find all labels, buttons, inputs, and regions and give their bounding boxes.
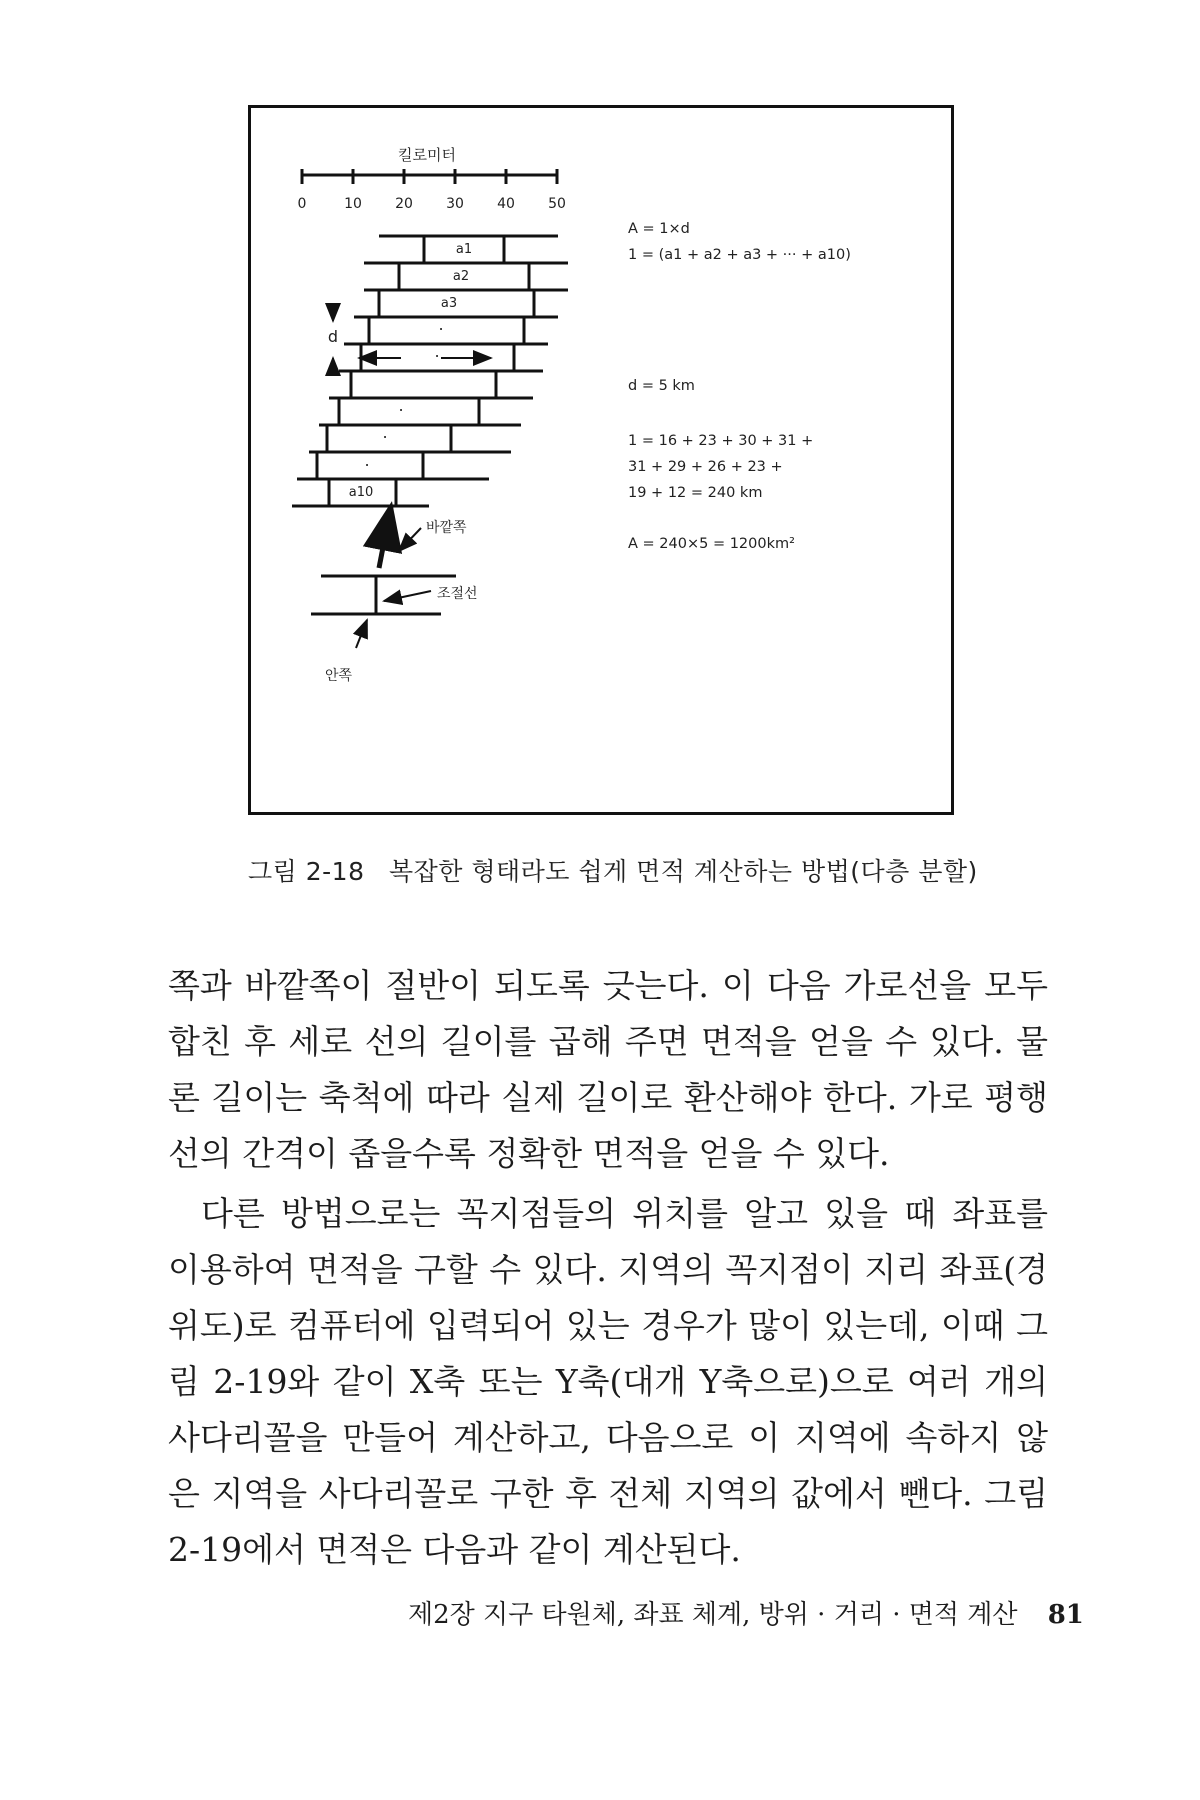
length-formula: 1 = (a1 + a2 + a3 + ··· + a10) xyxy=(628,247,851,263)
outward-pointer-icon xyxy=(399,528,421,551)
scale-tick-label: 40 xyxy=(497,196,515,212)
scale-tick-label: 0 xyxy=(297,196,307,212)
control-line-label: 조절선 xyxy=(437,586,478,602)
d-value: d = 5 km xyxy=(628,378,695,394)
strip-label-a10: a10 xyxy=(348,485,374,500)
strip-dot: . xyxy=(398,396,404,415)
caption-text: 복잡한 형태라도 쉽게 면적 계산하는 방법(다층 분할) xyxy=(388,857,978,886)
sum-line-2: 31 + 29 + 26 + 23 + xyxy=(628,459,783,475)
paragraph: 다른 방법으로는 꼭지점들의 위치를 알고 있을 때 좌표를 이용하여 면적을 구할 수 있다. 지역의 꼭지점이 지리 좌표(경위도)로 컴퓨터에 입력되어 있는 경우가 많이 있는데, 이때 그림 2-19와 같이 X축 또는 Y축(대개 Y축으로)으로 여러 개의 사다리꼴을 만들어 계산하고, 다음으로 이 지역에 속하지 않은 지역을 사다리꼴로 구한 후 전체 지역의 값에서 뺀다. 그림 2-19에서 면적은 다음과 같이 계산된다. xyxy=(168,1194,1048,1569)
strip-dot: . xyxy=(434,342,440,361)
figure-2-18 xyxy=(248,105,954,815)
chapter-title: 제2장 지구 타원체, 좌표 체계, 방위 · 거리 · 면적 계산 xyxy=(408,1600,1018,1630)
strip-label-a1: a1 xyxy=(455,242,473,257)
scale-tick-label: 10 xyxy=(344,196,362,212)
strip-label-a2: a2 xyxy=(452,269,470,284)
strip-label-a3: a3 xyxy=(440,296,458,311)
body-text xyxy=(168,958,1048,1578)
outward-arrow-icon xyxy=(379,506,391,568)
control-line-pointer-icon xyxy=(384,591,431,601)
inward-pointer-icon xyxy=(356,620,367,648)
strip-dot: . xyxy=(382,423,388,442)
figure-caption xyxy=(248,852,1008,888)
inward-label: 안쪽 xyxy=(325,668,353,684)
figure-diagram xyxy=(251,108,951,812)
paragraph: 쪽과 바깥쪽이 절반이 되도록 긋는다. 이 다음 가로선을 모두 합친 후 세로 선의 길이를 곱해 주면 면적을 얻을 수 있다. 물론 길이는 축척에 따라 실제 길이로 환산해야 한다. 가로 평행선의 간격이 좁을수록 정확한 면적을 얻을 수 있다. xyxy=(168,966,1048,1173)
scale-title: 킬로미터 xyxy=(398,146,456,164)
scale-tick-label: 20 xyxy=(395,196,413,212)
scale-tick-label: 30 xyxy=(446,196,464,212)
strip-dot: . xyxy=(438,315,444,334)
caption-number: 그림 2-18 xyxy=(248,857,365,886)
control-line-diagram xyxy=(311,576,456,614)
area-formula: A = 1×d xyxy=(628,221,690,237)
outward-label: 바깥쪽 xyxy=(426,520,467,536)
d-label: d xyxy=(327,327,339,346)
scale-tick-label: 50 xyxy=(548,196,566,212)
sum-line-3: 19 + 12 = 240 km xyxy=(628,485,763,501)
sum-line-1: 1 = 16 + 23 + 30 + 31 + xyxy=(628,433,814,449)
page-number: 81 xyxy=(1047,1600,1084,1630)
running-footer xyxy=(408,1594,1084,1631)
scale-bar xyxy=(301,169,558,184)
formula-block xyxy=(628,221,851,552)
area-result: A = 240×5 = 1200km² xyxy=(628,536,795,552)
strip-dot: . xyxy=(364,451,370,470)
